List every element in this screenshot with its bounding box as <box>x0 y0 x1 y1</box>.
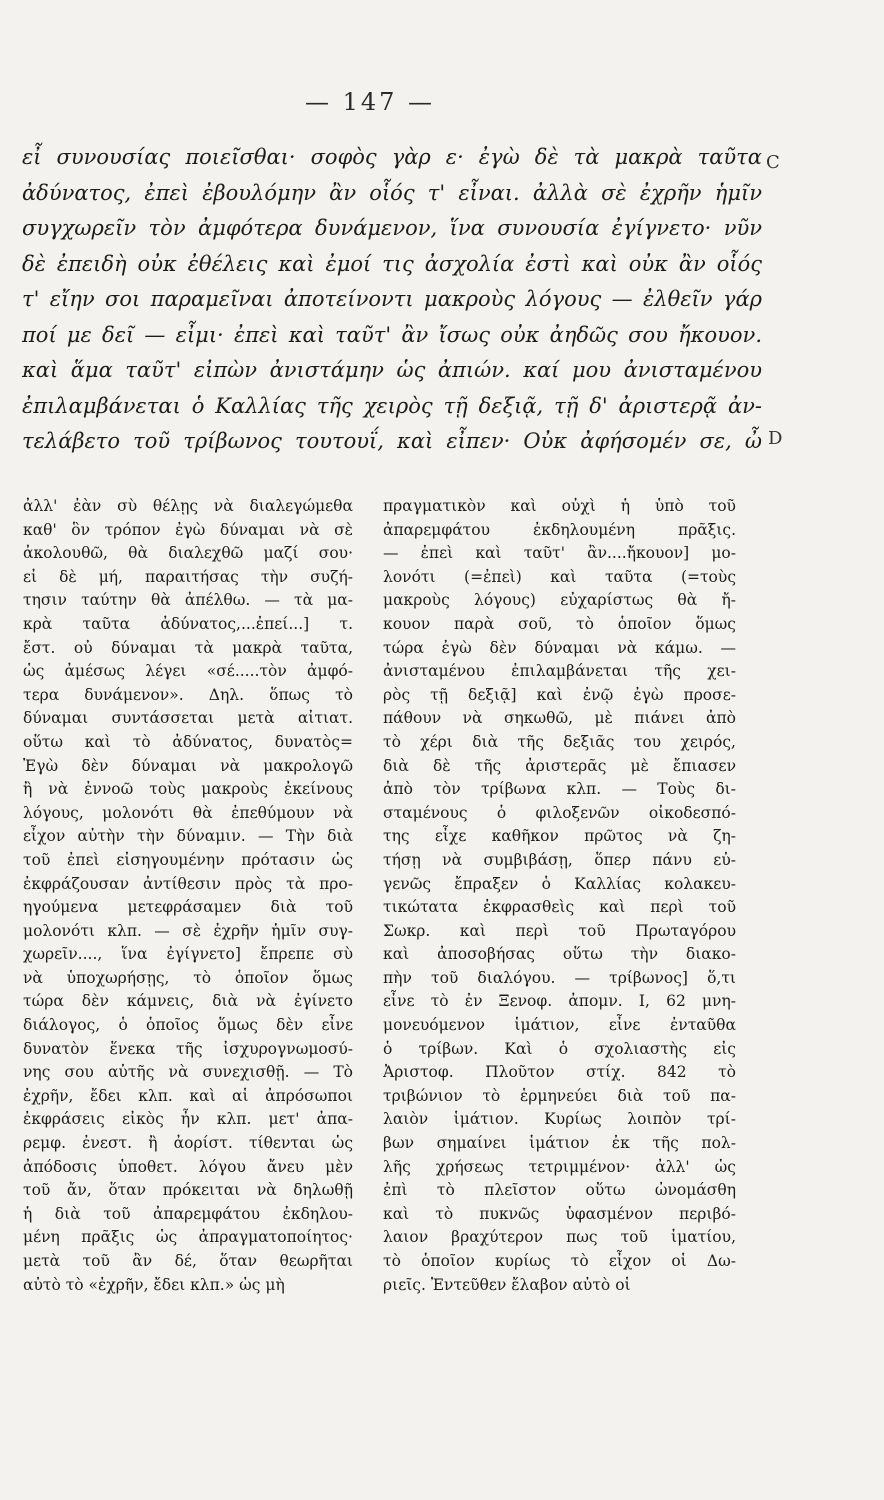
note-line-left: Ἐγὼ δὲν δύναμαι νὰ μακρολογῶ <box>23 756 353 775</box>
note-line-right: μονευόμενον ἱμάτιον, εἶνε ἐνταῦθα <box>383 1016 736 1035</box>
note-line-left: ηγούμενα μετεφράσαμεν διὰ τοῦ <box>23 898 353 917</box>
page-number: — 147 — <box>304 88 436 116</box>
note-line-left: ἀλλ' ἐὰν σὺ θέλῃς νὰ διαλεγώμεθα <box>23 497 353 515</box>
note-line-left: νὰ ὑποχωρήσῃς, τὸ ὁποῖον ὅμως <box>23 968 353 987</box>
note-line-left: τερα δυνάμενον». Δηλ. ὅπως τὸ <box>23 685 353 704</box>
note-line-right: ἀνισταμένου ἐπιλαμβάνεται τῆς χει- <box>383 662 736 681</box>
margin-marker-c: C <box>766 152 780 173</box>
main-text-line: δὲ ἐπειδὴ οὐκ ἐθέλεις καὶ ἐμοί τις ἀσχολία ἐστὶ καὶ οὐκ ἂν οἷός <box>22 251 762 276</box>
note-line-right: Σωκρ. καὶ περὶ τοῦ Πρωταγόρου <box>383 921 736 940</box>
notes-left-column <box>23 495 353 1297</box>
note-line-right: κουον παρὰ σοῦ, τὸ ὁποῖον ὅμως <box>383 614 736 633</box>
note-line-right: ὁ τρίβων. Καὶ ὁ σχολιαστὴς εἰς <box>383 1039 736 1058</box>
note-line-right: τήσῃ νὰ συμβιβάσῃ, ὅπερ πάνυ εὐ- <box>383 850 736 869</box>
note-line-left: ἐχρῆν, ἔδει κλπ. καὶ αἱ ἀπρόσωποι <box>23 1086 353 1105</box>
margin-marker-d: D <box>768 428 783 449</box>
main-text-line: ποί με δεῖ — εἶμι· ἐπεὶ καὶ ταῦτ' ἂν ἴσως οὐκ ἀηδῶς σου ἤκουον. <box>22 322 762 347</box>
note-line-left: ἀπόδοσις ὑποθετ. λόγου ἄνευ μὲν <box>23 1157 353 1176</box>
note-line-left: χωρεῖν...., ἵνα ἐγίγνετο] ἔπρεπε σὺ <box>23 945 353 964</box>
notes-right-column <box>383 495 736 1297</box>
note-line-left: δύναμαι συντάσσεται μετὰ αἰτιατ. <box>23 709 353 728</box>
note-line-right: λῆς χρήσεως τετριμμένον· ἀλλ' ὡς <box>383 1157 736 1176</box>
main-text-line: συγχωρεῖν τὸν ἀμφότερα δυνάμενον, ἵνα συνουσία ἐγίγνετο· νῦν <box>22 216 762 240</box>
note-line-right: πραγματικὸν καὶ οὐχὶ ἡ ὑπὸ τοῦ <box>383 497 736 515</box>
note-line-right: τικώτατα ἐκφρασθεὶς καὶ περὶ τοῦ <box>383 898 736 917</box>
note-line-right: Ἀριστοφ. Πλοῦτον στίχ. 842 τὸ <box>383 1063 736 1082</box>
note-line-right: πὴν τοῦ διαλόγου. — τρίβωνος] ὅ,τι <box>383 968 736 987</box>
note-line-left: οὕτω καὶ τὸ ἀδύνατος, δυνατὸς= <box>23 732 353 751</box>
note-line-right: βων σημαίνει ἱμάτιον ἐκ τῆς πολ- <box>383 1134 736 1153</box>
note-line-right: ρὸς τῇ δεξιᾷ] καὶ ἐνῷ ἐγὼ προσε- <box>383 685 736 704</box>
note-line-left: τοῦ ἐπεὶ εἰσηγουμένην πρότασιν ὡς <box>23 850 353 869</box>
note-line-left: ἀκολουθῶ, θὰ διαλεχθῶ μαζί σου· <box>23 544 353 563</box>
note-line-right: πάθουν νὰ σηκωθῶ, μὲ πιάνει ἀπὸ <box>383 709 736 728</box>
note-line-left: εἰ δὲ μή, παραιτήσας τὴν συζή- <box>23 567 353 586</box>
note-line-right: γενῶς ἔπραξεν ὁ Καλλίας κολακευ- <box>383 874 736 893</box>
note-line-left: διάλογος, ὁ ὁποῖος ὅμως δὲν εἶνε <box>23 1016 353 1035</box>
main-text-line: τ' εἴην σοι παραμεῖναι ἀποτείνοντι μακροὺς λόγους — ἐλθεῖν γάρ <box>22 287 762 311</box>
note-line-right: λαιον βραχύτερον πως τοῦ ἱματίου, <box>383 1228 736 1247</box>
note-line-left: ἡ διὰ τοῦ ἀπαρεμφάτου ἐκδηλου- <box>23 1204 353 1223</box>
note-line-right: της εἶχε καθῆκον πρῶτος νὰ ζη- <box>383 827 736 846</box>
main-text-line: καὶ ἅμα ταῦτ' εἰπὼν ἀνιστάμην ὡς ἀπιών. καί μου ἀνισταμένου <box>22 358 762 382</box>
main-text-line: ἐπιλαμβάνεται ὁ Καλλίας τῆς χειρὸς τῇ δεξιᾷ, τῇ δ' ἀριστερᾷ ἀν- <box>22 393 762 418</box>
main-text-line: εἶ συνουσίας ποιεῖσθαι· σοφὸς γὰρ ε· ἐγὼ δὲ τὰ μακρὰ ταῦτα <box>22 145 762 169</box>
note-line-right: καὶ ἀποσοβήσας οὕτω τὴν διακο- <box>383 945 736 964</box>
note-line-right: μακροὺς λόγους) εὐχαρίστως θὰ ἤ- <box>383 591 736 610</box>
note-line-left: λόγους, μολονότι θὰ ἐπεθύμουν νὰ <box>23 803 353 822</box>
note-line-right: τὸ χέρι διὰ τῆς δεξιᾶς του χειρός, <box>383 732 736 751</box>
note-line-left: τοῦ ἄν, ὅταν πρόκειται νὰ δηλωθῇ <box>23 1181 353 1200</box>
note-line-left: νης σου αὐτῆς νὰ συνεχισθῇ. — Τὸ <box>23 1063 353 1082</box>
note-line-right: ριεῖς. Ἐντεῦθεν ἔλαβον αὐτὸ οἱ <box>383 1275 631 1294</box>
note-line-left: τησιν ταύτην θὰ ἀπέλθω. — τὰ μα- <box>23 591 353 610</box>
main-text-line: τελάβετο τοῦ τρίβωνος τουτουΐ, καὶ εἶπεν· Οὐκ ἀφήσομέν σε, ὦ <box>22 429 762 453</box>
note-line-right: λαιὸν ἱμάτιον. Κυρίως λοιπὸν τρί- <box>383 1110 736 1129</box>
note-line-right: εἶνε τὸ ἐν Ξενοφ. ἀπομν. I, 62 μνη- <box>383 992 736 1011</box>
note-line-right: διὰ δὲ τῆς ἀριστερᾶς μὲ ἔπιασεν <box>383 756 736 775</box>
note-line-left: ἢ νὰ ἐννοῶ τοὺς μακροὺς ἐκείνους <box>23 780 353 799</box>
note-line-left: καθ' ὃν τρόπον ἐγὼ δύναμαι νὰ σὲ <box>23 520 353 539</box>
note-line-right: ἐπὶ τὸ πλεῖστον οὕτω ὠνομάσθη <box>383 1181 736 1200</box>
main-text-line: ἀδύνατος, ἐπεὶ ἐβουλόμην ἂν οἷός τ' εἶναι. ἀλλὰ σὲ ἐχρῆν ἡμῖν <box>22 180 762 205</box>
note-line-right: ἀπαρεμφάτου ἐκδηλουμένη πρᾶξις. <box>383 520 736 539</box>
note-line-left: μετὰ τοῦ ἂν δέ, ὅταν θεωρῆται <box>23 1252 353 1270</box>
note-line-left: ἔστ. οὐ δύναμαι τὰ μακρὰ ταῦτα, <box>23 638 353 657</box>
note-line-right: — ἐπεὶ καὶ ταῦτ' ἂν....ἤκουον] μο- <box>383 544 736 563</box>
note-line-left: αὐτὸ τὸ «ἐχρῆν, ἔδει κλπ.» ὡς μὴ <box>23 1275 285 1294</box>
note-line-right: καὶ τὸ πυκνῶς ὑφασμένον περιβό- <box>383 1204 736 1223</box>
note-line-left: ἐκφράσεις εἰκὸς ἦν κλπ. μετ' ἀπα- <box>23 1110 353 1129</box>
note-line-left: ἐκφράζουσαν ἀντίθεσιν πρὸς τὰ προ- <box>23 874 353 893</box>
note-line-right: τὸ ὁποῖον κυρίως τὸ εἶχον οἱ Δω- <box>383 1252 736 1270</box>
note-line-right: σταμένους ὁ φιλοξενῶν οἰκοδεσπό- <box>383 803 736 822</box>
note-line-right: τώρα ἐγὼ δὲν δύναμαι νὰ κάμω. — <box>383 638 736 657</box>
note-line-right: ἀπὸ τὸν τρίβωνα κλπ. — Τοὺς δι- <box>383 780 736 799</box>
note-line-left: τώρα δὲν κάμνεις, διὰ νὰ ἐγίνετο <box>23 992 353 1011</box>
note-line-right: λονότι (=ἐπεὶ) καὶ ταῦτα (=τοὺς <box>383 567 736 586</box>
note-line-left: μολονότι κλπ. — σὲ ἐχρῆν ἡμῖν συγ- <box>23 921 353 940</box>
note-line-left: ρεμφ. ἐνεστ. ἢ ἀορίστ. τίθενται ὡς <box>23 1134 353 1153</box>
note-line-left: κρὰ ταῦτα ἀδύνατος,...ἐπεί...] τ. <box>23 614 353 633</box>
note-line-right: τριβώνιον τὸ ἑρμηνεύει διὰ τοῦ πα- <box>383 1086 736 1105</box>
main-text <box>22 140 762 460</box>
note-line-left: εἶχον αὐτὴν τὴν δύναμιν. — Τὴν διὰ <box>23 827 353 846</box>
note-line-left: ὡς ἀμέσως λέγει «σέ.....τὸν ἀμφό- <box>23 662 353 681</box>
note-line-left: μένη πρᾶξις ὡς ἀπραγματοποίητος· <box>23 1228 353 1247</box>
note-line-left: δυνατὸν ἕνεκα τῆς ἰσχυρογνωμοσύ- <box>23 1039 353 1058</box>
